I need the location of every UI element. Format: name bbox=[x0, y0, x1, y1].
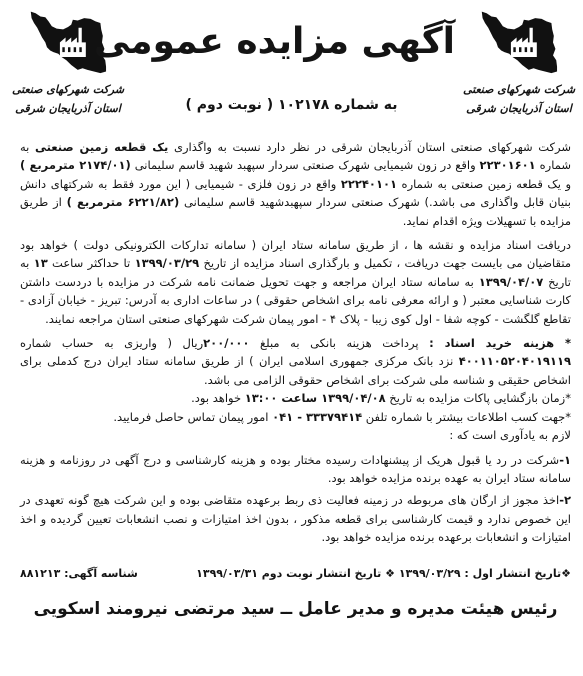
intro-paragraph bbox=[20, 138, 571, 230]
documents-start-date: ۱۳۹۹/۰۳/۲۹ bbox=[134, 256, 200, 271]
documents-paragraph bbox=[20, 236, 571, 328]
signature: رئیس هیئت مدیره و مدیر عامل ــ سید مرتضی نیرومند اسکویی bbox=[33, 598, 558, 619]
fee-amount: ۲۰۰/۰۰۰ bbox=[203, 336, 250, 351]
first-publish-date: ❖تاریخ انتشار اول : ۱۳۹۹/۰۳/۲۹ bbox=[398, 566, 571, 580]
notice-number: به شماره ۱۰۲۱۷۸ ( نوبت دوم ) bbox=[185, 97, 398, 113]
fee-text: پرداخت هزینه بانکی به مبلغ bbox=[249, 336, 430, 351]
plot-1-area: (۲۱۷۴/۰۱ مترمربع ) bbox=[20, 158, 131, 173]
reminder-heading: لازم به یادآوری است که : bbox=[449, 428, 571, 443]
documents-text: تا حداکثر ساعت bbox=[47, 256, 135, 271]
land-plot-highlight: یک قطعه زمین صنعتی bbox=[34, 140, 169, 154]
intro-text: به شماره bbox=[20, 140, 571, 173]
contact-text: امور پیمان تماس حاصل فرمایید. bbox=[113, 409, 273, 424]
documents-text: دریافت اسناد مزایده و نقشه ها ، از طریق سامانه ستاد ایران ( سامانه تدارکات الکترونیکی دولت ) خواهد بود متقاضیان می بایست جهت دریافت ، تکمیل و بارگذاری اسناد مزایده از تاریخ bbox=[20, 238, 571, 271]
fee-text: نزد بانک مرکزی جمهوری اسلامی ایران ) از طریق سامانه ستاد ایران درج کدملی برای اشخاص حقیقی و شناسه ملی شرکت برای اشخاص حقوقی الزامی می باشد. bbox=[20, 354, 571, 387]
documents-deadline-hour: ۱۳ bbox=[33, 256, 48, 271]
note-number: ۱- bbox=[559, 452, 571, 467]
plot-2-area: (۶۲۲۱/۸۲ مترمربع ) bbox=[66, 195, 180, 210]
ad-id: شناسه آگهی: ۸۸۱۲۱۳ bbox=[20, 566, 138, 580]
fee-heading: * هزینه خرید اسناد : bbox=[429, 336, 571, 351]
iran-map-factory-icon bbox=[478, 10, 560, 78]
documents-end-date: ۱۳۹۹/۰۴/۰۷ bbox=[478, 274, 544, 289]
note-number: ۲- bbox=[559, 493, 571, 508]
contact-phone: ۳۳۳۷۹۴۱۴ - ۰۴۱ bbox=[272, 409, 363, 424]
logo-province-name: استان آذربایجان شرقی bbox=[466, 102, 572, 115]
contact-paragraph bbox=[20, 408, 571, 426]
bank-account-number: ۴۰۰۱۱۰۵۲۰۴۰۱۹۱۱۹ bbox=[458, 354, 571, 369]
second-publish-date: ❖ تاریخ انتشار نوبت دوم ۱۳۹۹/۰۳/۳۱ bbox=[196, 566, 395, 580]
note-text: اخذ مجوز از ارگان های مربوطه در زمینه فعالیت ذی ربط برعهده متقاضی بوده و این شرکت هیچ گونه تعهدی در این خصوص ندارد و قیمت کارشناسی برای قطعه مذکور ، بدون اخذ امتیازات و نصب انشعابات تعیین گردیده و اخذ امتیازات و انشعابات برعهده برنده مزایده خواهد بود. bbox=[20, 493, 571, 545]
note-1 bbox=[20, 451, 571, 488]
opening-text: خواهد بود. bbox=[191, 391, 245, 406]
plot-1-number: ۲۲۳۰۱۶۰۱ bbox=[479, 158, 536, 173]
note-text: شرکت در رد یا قبول هریک از پیشنهادات رسیده مختار بوده و هزینه کارشناسی و درج آگهی در روزنامه و هزینه سامانه ستاد ایران به عهده برنده مزایده خواهد بود. bbox=[20, 452, 571, 485]
plot-2-location: واقع در زون فلزی - شیمیایی ( این مورد فقط به شرکتهای دانش بنیان قابل واگذاری می باشد.) شهرک صنعتی سردار سپهبدشهید قاسم سلیمانی bbox=[20, 176, 571, 210]
logo-company-name: شرکت شهرکهای صنعتی bbox=[462, 83, 576, 96]
documents-text: به تاریخ bbox=[20, 256, 571, 289]
documents-address-text: به سامانه ستاد ایران مراجعه و جهت تحویل ضمانت نامه شرکت در مزایده با دردست داشتن کارت شناسایی معتبر ( و ارائه معرفی نامه برای اشخاص حقوقی ) در ساعات اداری به آدرس: تبریز - خیابان آزادی - تقاطع گلگشت - کوچه شفا - اول کوی زیبا - پلاک ۴ - امور پیمان شرکت شهرکهای صنعتی استان مراجعه نمایند. bbox=[20, 274, 571, 326]
fee-text: ریال ( واریزی به حساب شماره bbox=[20, 336, 204, 351]
intro-text: شرکت شهرکهای صنعتی استان آذربایجان شرقی در نظر دارد نسبت به واگذاری bbox=[168, 140, 571, 154]
publication-dates bbox=[196, 565, 571, 583]
publication-footer bbox=[20, 565, 571, 583]
contact-text: *جهت کسب اطلاعات بیشتر با شماره تلفن bbox=[362, 409, 571, 424]
notice-body bbox=[20, 138, 571, 623]
note-2 bbox=[20, 491, 571, 546]
opening-text: *زمان بازگشایی پاکات مزایده به تاریخ bbox=[385, 391, 571, 406]
plot-1-location: واقع در زون شیمیایی شهرک صنعتی سردار سپهبد شهید قاسم سلیمانی bbox=[130, 158, 480, 173]
logo-province-name: استان آذربایجان شرقی bbox=[15, 102, 121, 115]
logo-company-name: شرکت شهرکهای صنعتی bbox=[11, 83, 125, 96]
company-logo-right bbox=[459, 10, 579, 118]
opening-paragraph bbox=[20, 389, 571, 407]
opening-date-time: ۱۳۹۹/۰۴/۰۸ ساعت ۱۳:۰۰ bbox=[244, 391, 386, 406]
plot-2-number: ۲۲۲۴۰۱۰۱ bbox=[340, 176, 398, 191]
intro-text: و یک قطعه زمین صنعتی به شماره bbox=[397, 176, 571, 191]
intro-text: از طریق مزایده با تسهیلات ویژه اقدام نماید. bbox=[20, 195, 571, 228]
notice-title: آگهی مزایده عمومی bbox=[93, 21, 455, 62]
fee-paragraph bbox=[20, 334, 571, 389]
